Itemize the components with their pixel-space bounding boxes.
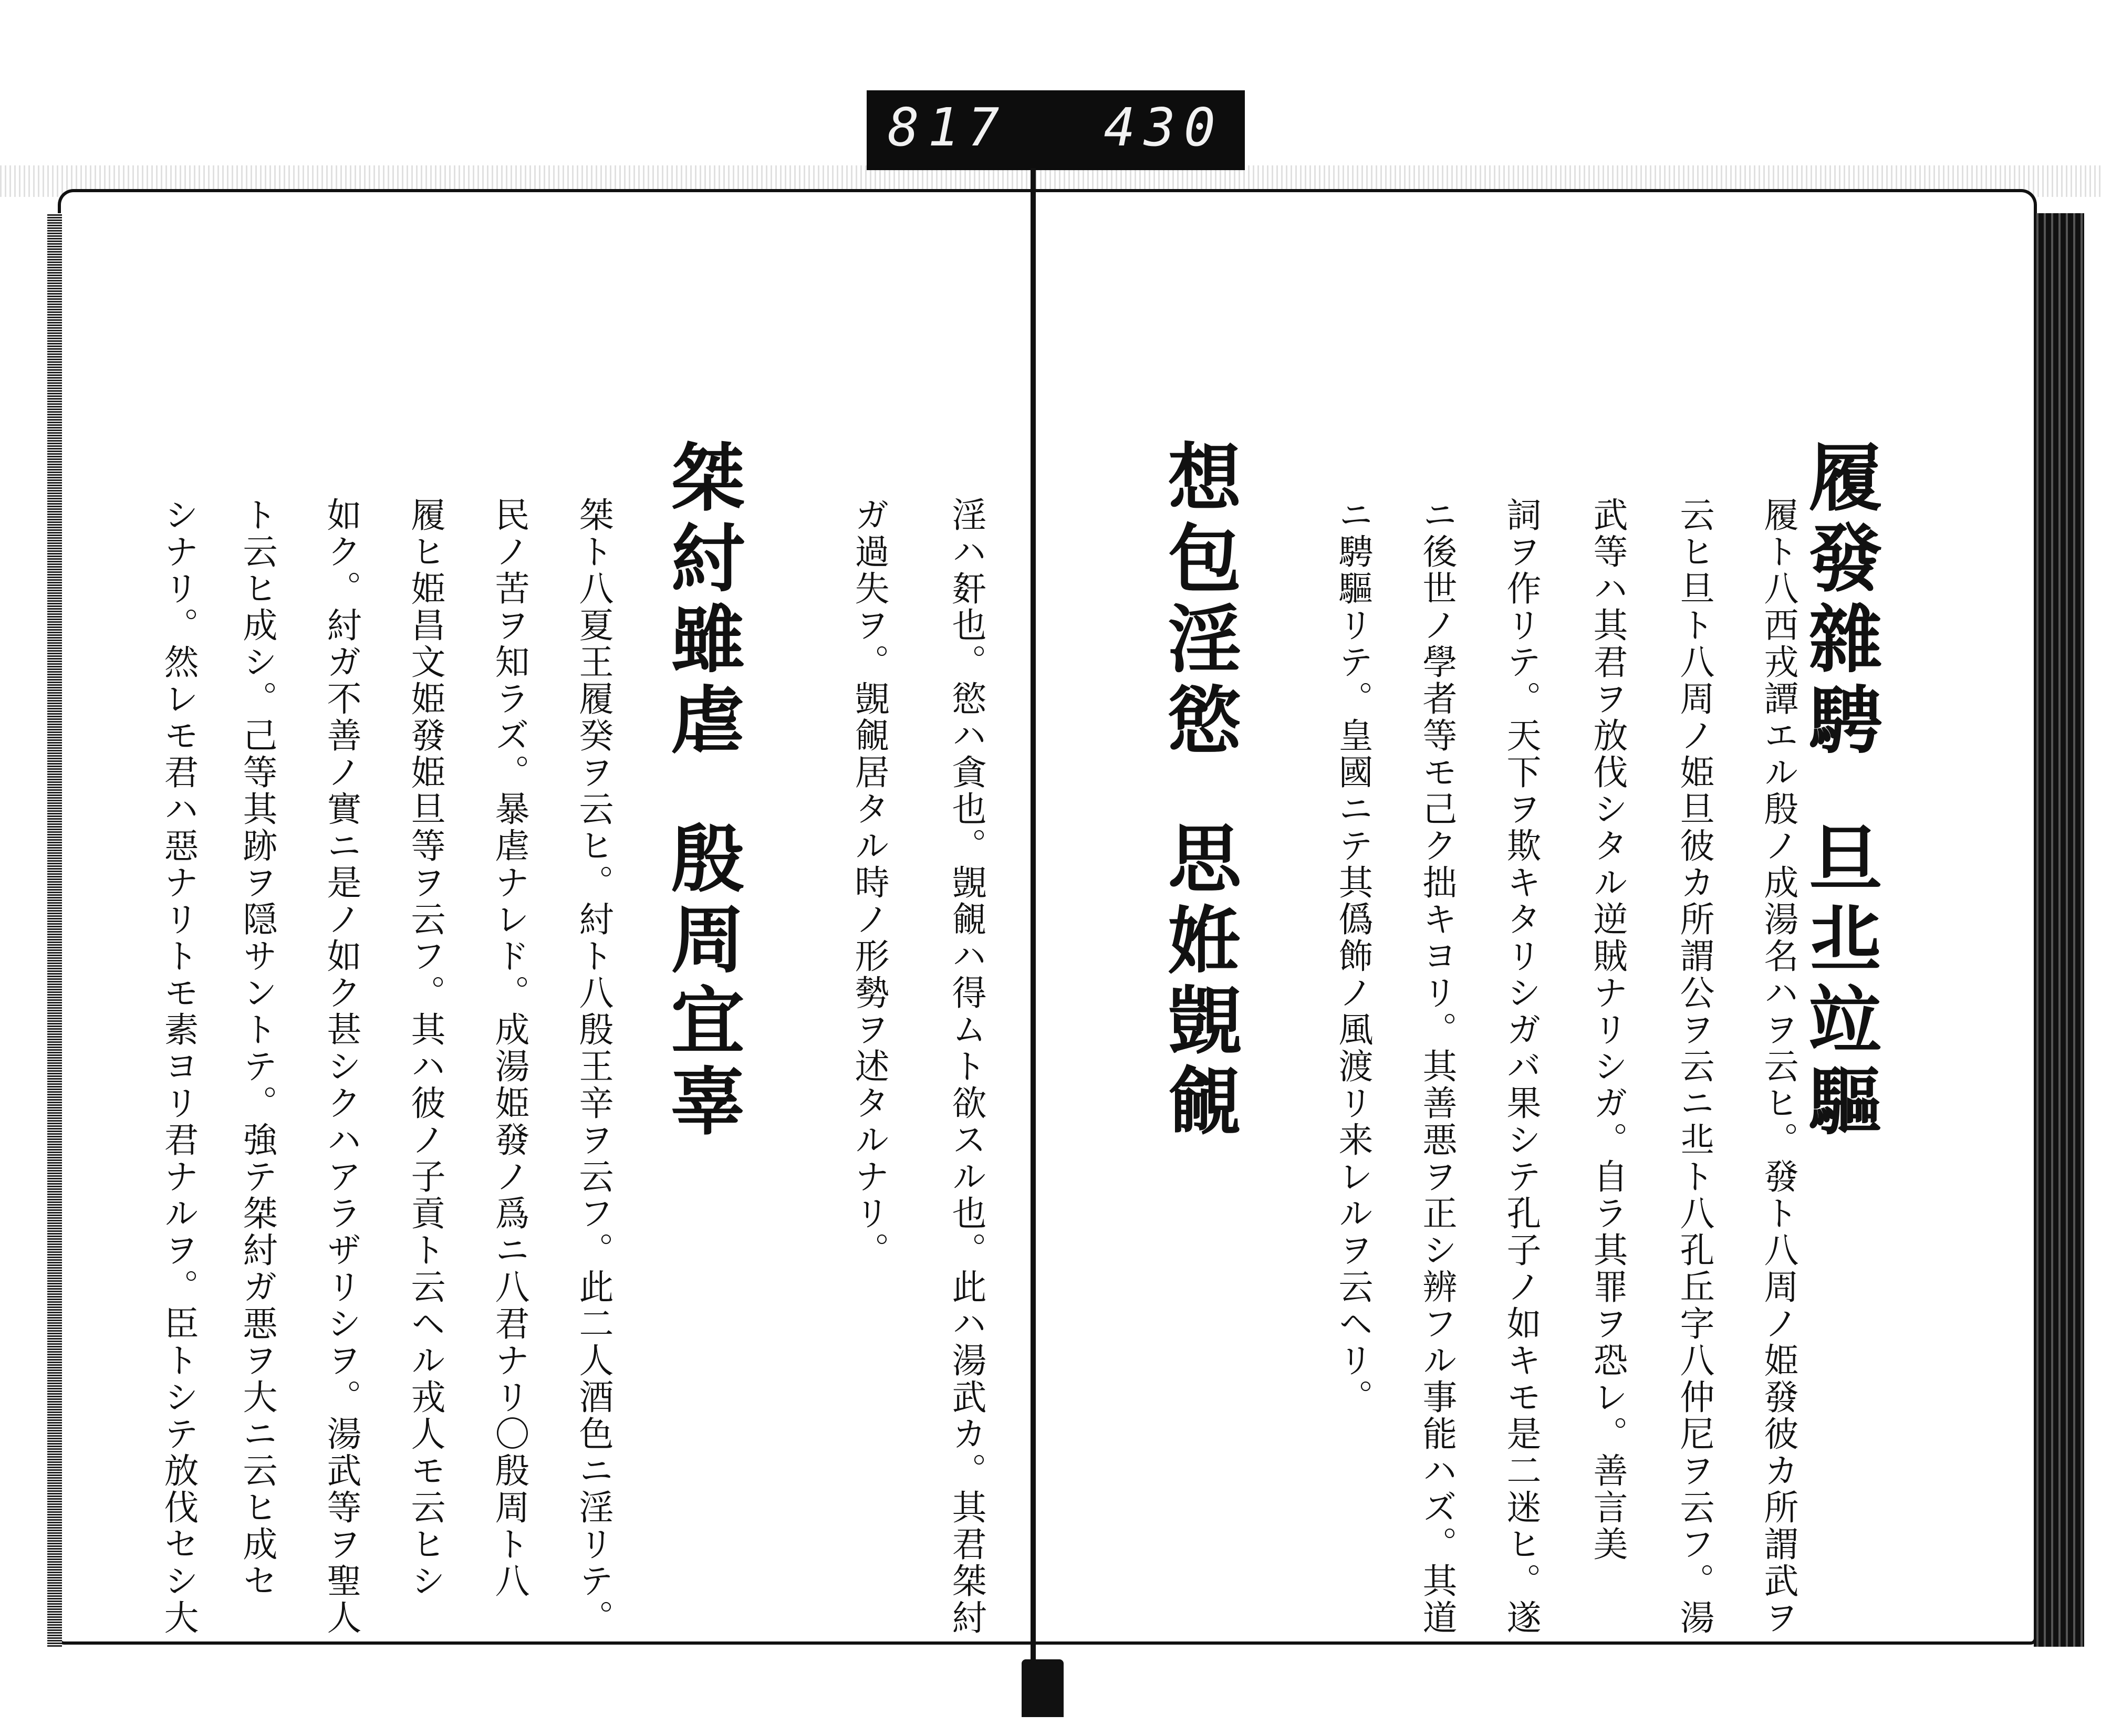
body-line: 桀ト八夏王履癸ヲ云ヒ。紂ト八殷王辛ヲ云フ。此二人酒色ニ淫リテ。 bbox=[573, 497, 613, 1636]
heading-part-b: 殷周宜辜 bbox=[659, 820, 745, 1144]
section-heading bbox=[1796, 439, 1882, 1144]
body-line: 履ト八西戎譚エル殷ノ成湯名ハヲ云ヒ。發ト八周ノ姫發彼カ所謂武ヲ bbox=[1758, 497, 1798, 1636]
heading-part-a: 履發雜騁 bbox=[1796, 439, 1882, 762]
section-heading bbox=[659, 439, 745, 1144]
right-page bbox=[1036, 189, 2037, 1645]
body-line: ト云ヒ成シ。己等其跡ヲ隠サントテ。強テ桀紂ガ悪ヲ大ニ云ヒ成セ bbox=[237, 497, 277, 1599]
body-line: 詞ヲ作リテ。天下ヲ欺キタリシガバ果シテ孔子ノ如キモ是二迷ヒ。遂 bbox=[1501, 497, 1541, 1636]
body-line: 淫ハ姧也。慾ハ貪也。覬覦ハ得ムト欲スル也。此ハ湯武カ。其君桀紂 bbox=[946, 497, 986, 1636]
body-line: 民ノ苦ヲ知ラズ。暴虐ナレド。成湯姫發ノ爲ニ八君ナリ〇殷周ト八 bbox=[489, 497, 529, 1599]
body-line: 履ヒ姫昌文姫發姫旦等ヲ云フ。其ハ彼ノ子貢ト云ヘル戎人モ云ヒシ bbox=[405, 497, 445, 1599]
left-page bbox=[58, 189, 1033, 1645]
binding-clip bbox=[1022, 1659, 1064, 1717]
heading-part-a: 桀紂雖虐 bbox=[659, 439, 745, 762]
catalog-number-right: 430 bbox=[1104, 97, 1224, 158]
body-line: ニ騁驅リテ。皇國ニテ其僞飾ノ風渡リ来レルヲ云ヘリ。 bbox=[1333, 497, 1373, 1416]
body-line: 如ク。紂ガ不善ノ實ニ是ノ如ク甚シクハアラザリシヲ。湯武等ヲ聖人 bbox=[321, 497, 361, 1636]
heading-part-b: 旦丠竝驅 bbox=[1796, 820, 1882, 1144]
body-line: ガ過失ヲ。覬覦居タル時ノ形勢ヲ述タルナリ。 bbox=[849, 497, 889, 1269]
body-line: シナリ。然レモ君ハ惡ナリトモ素ヨリ君ナルヲ。臣トシテ放伐セシ大 bbox=[158, 497, 199, 1636]
section-heading bbox=[1156, 439, 1242, 1144]
body-line: 武等ハ其君ヲ放伐シタル逆賊ナリシガ。自ラ其罪ヲ恐レ。善言美 bbox=[1587, 497, 1628, 1563]
catalog-label bbox=[867, 90, 1245, 170]
heading-part-b: 思姙覬覦 bbox=[1156, 820, 1242, 1144]
body-line: ニ後世ノ學者等モ己ク拙キヨリ。其善悪ヲ正シ辨フル事能ハズ。其道 bbox=[1417, 497, 1457, 1636]
heading-part-a: 想包淫慾 bbox=[1156, 439, 1242, 762]
catalog-number-left: 817 bbox=[888, 97, 1008, 158]
book-spine bbox=[1031, 168, 1036, 1670]
open-book bbox=[58, 189, 2054, 1675]
body-line: 云ヒ旦ト八周ノ姫旦彼カ所謂公ヲ云ニ丠ト八孔丘字八仲尼ヲ云フ。湯 bbox=[1674, 497, 1714, 1636]
